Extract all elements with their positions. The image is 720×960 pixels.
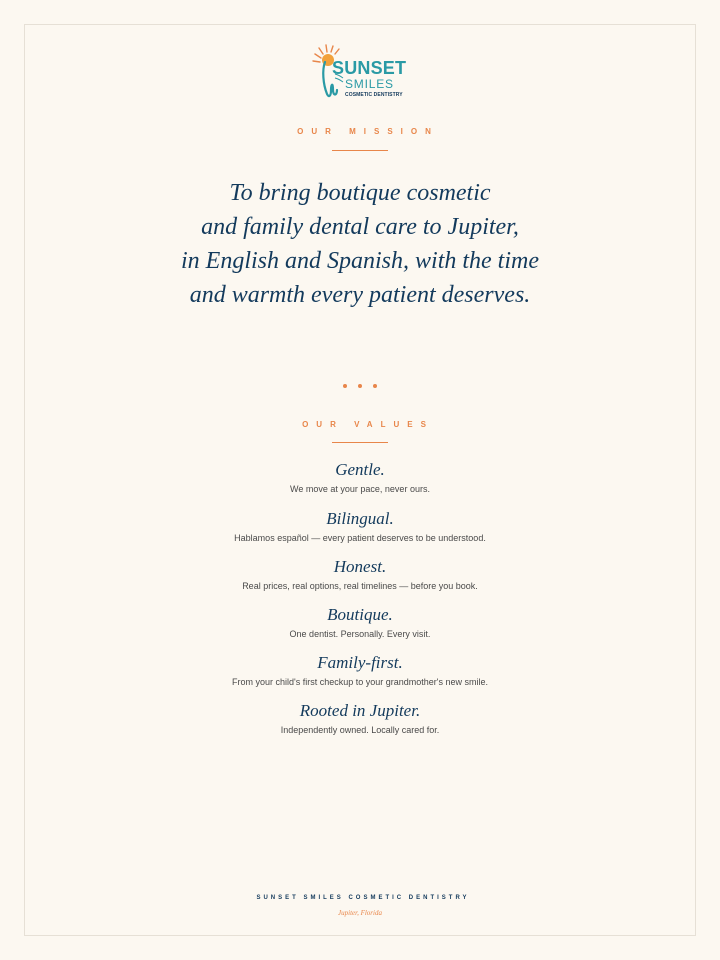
value-title: Bilingual. — [326, 509, 394, 528]
value-title: Boutique. — [327, 605, 393, 624]
value-description: Real prices, real options, real timelines — before you book. — [242, 581, 478, 591]
mission-divider — [332, 150, 388, 151]
value-description: Hablamos español — every patient deserves to be understood. — [234, 533, 486, 543]
values-divider — [332, 442, 388, 443]
value-item — [0, 509, 720, 544]
value-description: One dentist. Personally. Every visit. — [289, 629, 431, 639]
footer-location: Jupiter, Florida — [338, 909, 382, 917]
mission-line: in English and Spanish, with the time — [181, 248, 539, 274]
logo-wordmark-smiles: SMILES — [345, 77, 394, 91]
value-title: Family-first. — [317, 653, 403, 672]
value-title: Gentle. — [335, 460, 385, 479]
mission-line: and family dental care to Jupiter, — [201, 214, 519, 240]
mission-statement — [0, 176, 720, 312]
mission-line: To bring boutique cosmetic — [229, 180, 491, 206]
mission-line: and warmth every patient deserves. — [189, 282, 531, 308]
value-item — [0, 653, 720, 688]
ornament-dot — [343, 384, 347, 388]
values-eyebrow: OUR VALUES — [302, 420, 434, 429]
value-description: From your child's first checkup to your grandmother's new smile. — [231, 677, 489, 687]
value-item — [0, 605, 720, 640]
sunset-smiles-logo — [311, 44, 411, 102]
value-title: Honest. — [333, 557, 387, 576]
value-title: Rooted in Jupiter. — [299, 701, 421, 720]
ornament-dot — [358, 384, 362, 388]
mission-eyebrow: OUR MISSION — [297, 127, 439, 136]
value-description: Independently owned. Locally cared for. — [280, 725, 440, 735]
value-description: We move at your pace, never ours. — [290, 484, 430, 494]
logo-tagline: COSMETIC DENTISTRY — [345, 92, 403, 98]
footer-practice-name: SUNSET SMILES COSMETIC DENTISTRY — [256, 895, 470, 901]
value-item — [0, 557, 720, 592]
section-ornament — [340, 384, 380, 392]
ornament-dot — [373, 384, 377, 388]
logo-wordmark-sunset: SUNSET — [332, 58, 407, 78]
value-item — [0, 701, 720, 736]
value-item — [0, 460, 720, 495]
